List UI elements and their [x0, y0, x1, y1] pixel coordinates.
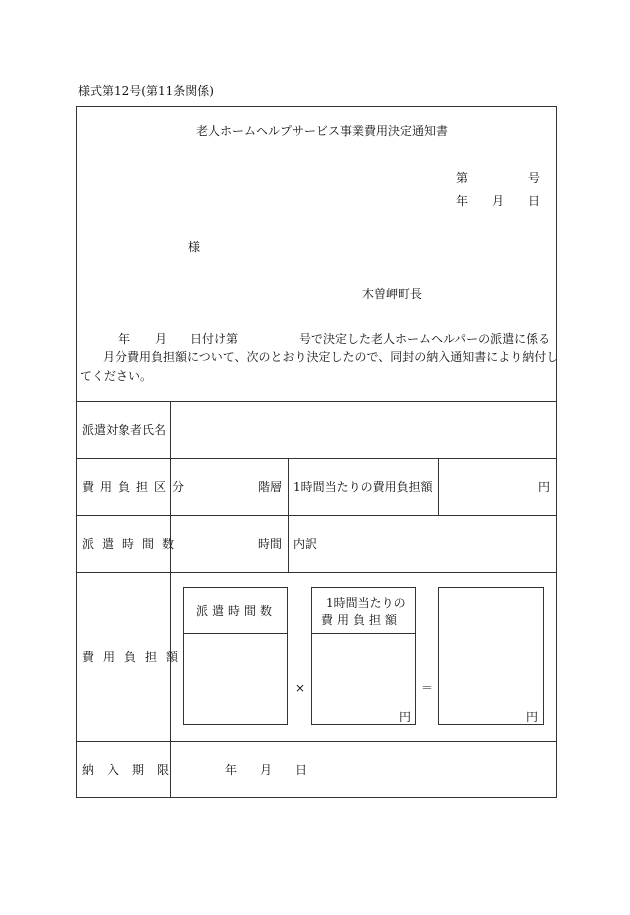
deadline-day: 日 [295, 763, 308, 777]
total-box [438, 587, 544, 725]
row-divider [76, 572, 557, 573]
hours-unit: 時間 [258, 537, 283, 551]
body-month: 月 [155, 332, 168, 346]
rate-box-header-line [311, 633, 416, 634]
document-title: 老人ホームヘルプサービス事業費用決定通知書 [196, 124, 449, 138]
body-date-ref: 日付け第 [190, 332, 239, 346]
dispatch-hours-label: 派遣時間数 [82, 537, 183, 551]
deadline-year: 年 [225, 763, 238, 777]
payment-deadline-label: 納入期限 [82, 763, 183, 777]
body-line3: てください。 [80, 369, 153, 383]
cost-category-label: 費用負担区分 [82, 480, 191, 494]
deadline-month: 月 [260, 763, 273, 777]
issue-number-go: 号 [528, 171, 541, 185]
row-divider [76, 458, 557, 459]
hourly-cost-yen: 円 [538, 480, 551, 494]
cost-amount-label: 費用負担額 [82, 650, 188, 664]
body-line2: 月分費用負担額について、次のとおり決定したので、同封の納入通知書により納付し [103, 350, 559, 364]
issuer-name: 木曽岬町長 [362, 287, 423, 301]
hourly-cost-label: 1時間当たりの費用負担額 [293, 480, 433, 494]
body-line1-rest: 号で決定した老人ホームヘルパーの派遣に係る [299, 332, 551, 346]
calc-rate-header-line1: 1時間当たりの [326, 596, 406, 610]
multiply-sign: × [295, 681, 306, 695]
issue-date-year: 年 [456, 194, 469, 208]
row-divider [76, 401, 557, 402]
calc-rate-header-line2: 費用負担額 [321, 613, 402, 627]
calc-hours-header: 派遣時間数 [196, 604, 277, 618]
rate-yen: 円 [399, 710, 412, 724]
row-divider [76, 515, 557, 516]
hours-box-header-line [183, 633, 288, 634]
body-year: 年 [118, 332, 131, 346]
issue-date-day: 日 [528, 194, 541, 208]
row-divider [76, 741, 557, 742]
addressee-honorific: 様 [188, 240, 201, 254]
equals-sign: ＝ [421, 681, 434, 695]
category-divider [288, 458, 289, 572]
category-unit: 階層 [258, 480, 283, 494]
issue-number-dai: 第 [456, 171, 469, 185]
total-yen: 円 [526, 710, 539, 724]
label-column-divider [170, 401, 171, 798]
form-reference: 様式第12号(第11条関係) [78, 84, 214, 98]
hourly-divider [438, 458, 439, 515]
issue-date-month: 月 [492, 194, 505, 208]
breakdown-label: 内訳 [293, 537, 318, 551]
recipient-name-label: 派遣対象者氏名 [82, 423, 167, 437]
